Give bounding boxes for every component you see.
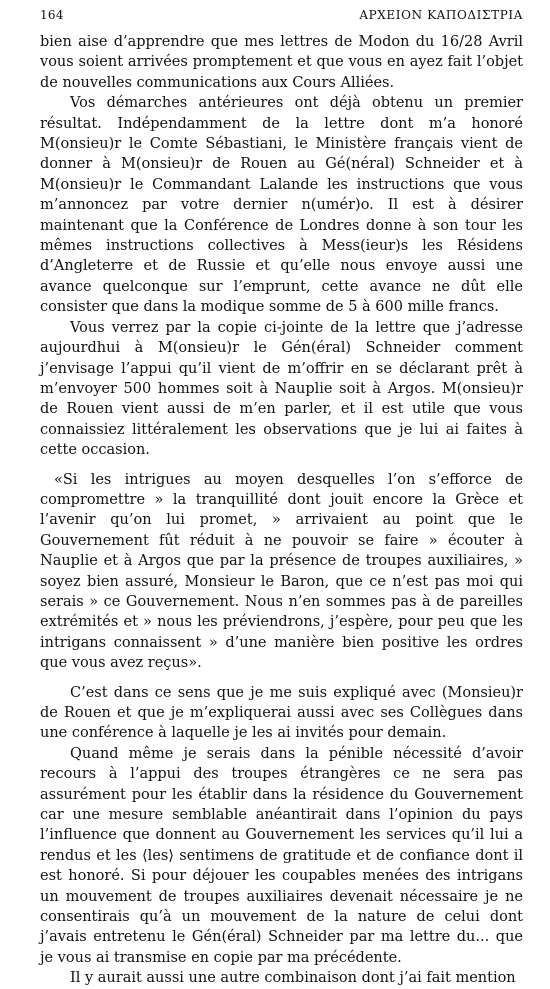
paragraph-continuation: bien aise d’apprendre que mes lettres de Modon du 16/28 Avril vous soient arrivées promptement et que vous en ayez fait l’objet de nouvelles communications aux Cours Alliées.: [40, 34, 523, 91]
paragraph-other-combination: Il y aurait aussi une autre combinaison dont j’ai fait mention: [70, 970, 516, 987]
document-page: [40, 8, 523, 989]
running-header: [40, 8, 523, 32]
paragraph-copy-letter: Vous verrez par la copie ci-jointe de la lettre que j’adresse aujourdhui à M(onsieu)r le Gén(éral) Schneider comment j’envisage l’appui qu’il vient de m’offrir en se déclarant prêt à m’envoyer 500 hommes soit à Nauplie soit à Argos. M(onsieu)r de Rouen vient aussi de m’en parler, et il est utile que vous connaissiez littéralement les observations que je lui ai faites à cette occasion.: [40, 319, 523, 459]
paragraph-explanation: C’est dans ce sens que je me suis expliqué avec (Monsieu)r de Rouen et que je m’expliquerai aussi avec ses Collègues dans une conférence à laquelle je les ai invités pour demain.: [40, 684, 523, 742]
paragraph-foreign-troops: Quand même je serais dans la pénible nécessité d’avoir recours à l’appui des troupes étrangères ce ne sera pas assurément pour les établir dans la résidence du Gouvernement car une mesure semblable anéantirait dans l’opinion du pays l’influence que donnent au Gouvernement les services qu’il lui a rendus et les ⟨les⟩ sentimens de gratitude et de confiance dont il est honoré. Si pour déjouer les coupables menées des intrigans un mouvement de troupes auxiliaires devenait nécessaire je ne consentirais qu’à un mouvement de la nature de celui dont j’avais entretenu le Gén(éral) Schneider par ma lettre du... que je vous ai transmise en copie par ma précédente.: [40, 745, 523, 966]
block-quote: «Si les intrigues au moyen desquelles l’on s’efforce de compromettre » la tranquillité dont jouit encore la Grèce et l’avenir qu’on lui promet, » arrivaient au point que le Gouvernement fût réduit à ne pouvoir se faire » écouter à Nauplie et à Argos que par la présence de troupes auxiliaires, » soyez bien assuré, Monsieur le Baron, que ce n’est pas moi qui serais » ce Gouvernement. Nous n’en sommes pas à de pareilles extrémités et » nous les préviendrons, j’espère, pour peu que les intrigans connaissent » d’une manière bien positive les ordres que vous avez reçus».: [40, 471, 523, 672]
page-number: 164: [40, 8, 64, 22]
running-title: ΑΡΧΕΙΟΝ ΚΑΠΟΔΙΣΤΡΙΑ: [359, 8, 523, 22]
paragraph-previous-steps: Vos démarches antérieures ont déjà obtenu un premier résultat. Indépendamment de la lettre dont m’a honoré M(onsieu)r le Comte Sébastiani, le Ministère français vient de donner à M(onsieu)r de Rouen au Gé(néral) Schneider et à M(onsieu)r le Commandant Lalande les instructions que vous m’annoncez par votre dernier n(umér)o. Il est à désirer maintenant que la Conférence de Londres donne à son tour les mêmes instructions collectives à Mess(ieur)s les Résidens d’Angleterre et de Russie et qu’elle nous envoye aussi une avance quelconque sur l’emprunt, cette avance ne dût elle consister que dans la modique somme de 5 à 600 mille francs.: [40, 95, 523, 316]
body-text: [40, 32, 523, 989]
